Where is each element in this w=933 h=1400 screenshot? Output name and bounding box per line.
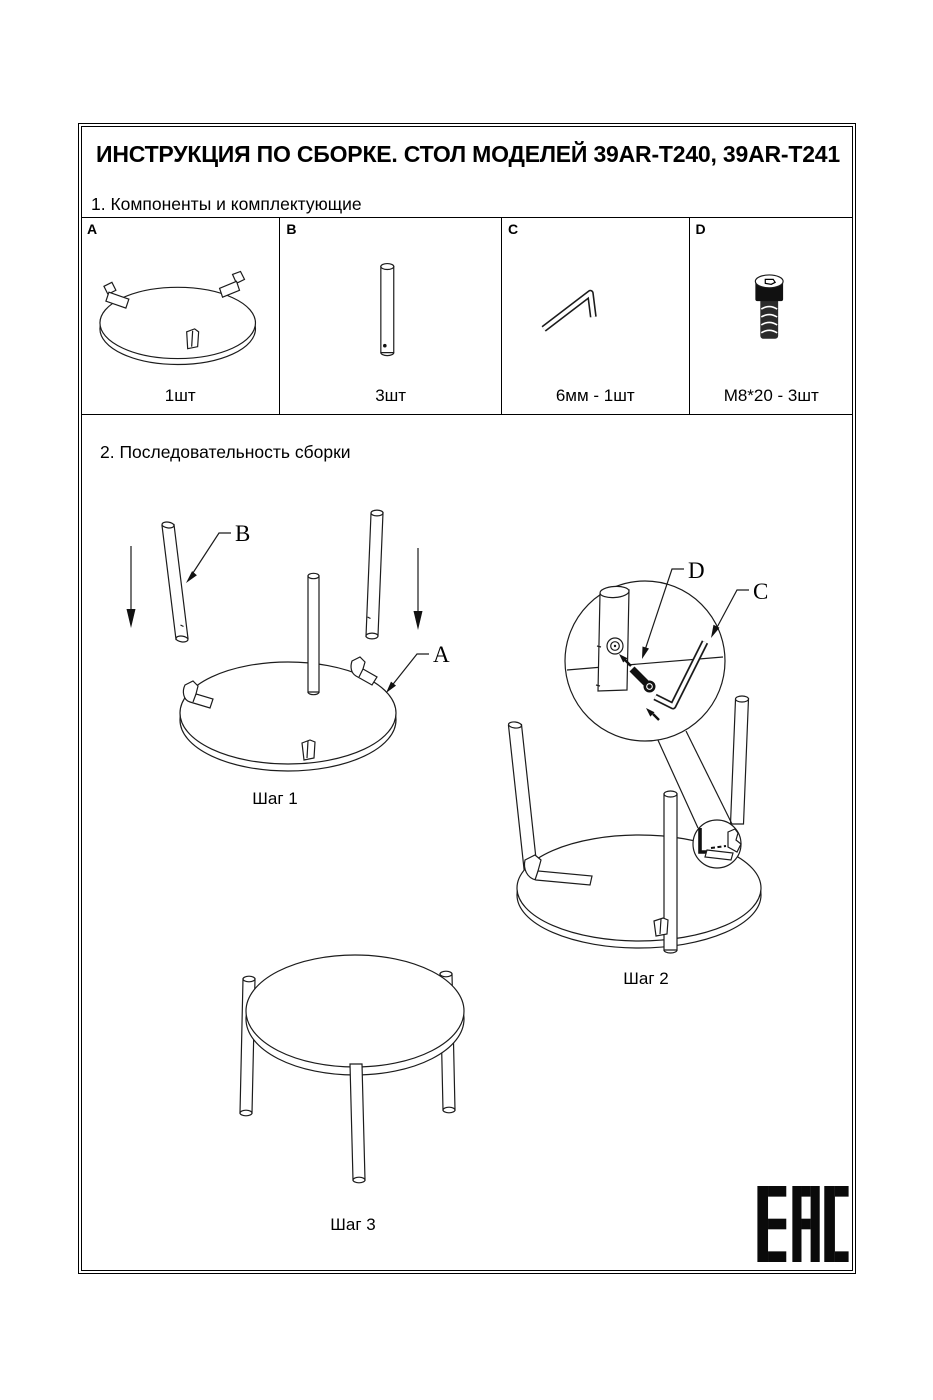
component-cell-d bbox=[689, 218, 853, 414]
component-cell-b bbox=[279, 218, 501, 414]
components-table bbox=[81, 217, 853, 415]
tabletop-icon bbox=[81, 218, 279, 414]
step1-callout-tabletop: A bbox=[433, 642, 450, 667]
component-b-qty: 3шт bbox=[375, 386, 407, 405]
section-assembly-heading: 2. Последовательность сборки bbox=[100, 442, 351, 462]
component-c-letter: C bbox=[507, 221, 519, 237]
page-title: ИНСТРУКЦИЯ ПО СБОРКЕ. СТОЛ МОДЕЛЕЙ 39AR-T240, 39AR-T241 bbox=[96, 141, 840, 167]
component-cell-a bbox=[81, 218, 279, 414]
step1-callout-leg: B bbox=[235, 521, 251, 546]
section-components-heading: 1. Компоненты и комплектующие bbox=[91, 194, 362, 214]
step2-diagram bbox=[489, 554, 819, 1006]
component-c-qty: 6мм - 1шт bbox=[555, 386, 635, 405]
step2-label: Шаг 2 bbox=[623, 969, 669, 988]
step1-diagram bbox=[109, 496, 509, 826]
bolt-icon bbox=[690, 218, 853, 414]
component-d-letter: D bbox=[695, 221, 706, 237]
component-b-letter: B bbox=[286, 221, 297, 237]
hex-key-icon bbox=[502, 218, 689, 414]
step3-diagram bbox=[179, 932, 519, 1244]
step1-label: Шаг 1 bbox=[252, 789, 298, 808]
table-leg-icon bbox=[280, 218, 501, 414]
component-a-qty: 1шт bbox=[164, 386, 196, 405]
step3-label: Шаг 3 bbox=[330, 1215, 376, 1234]
component-cell-c bbox=[501, 218, 689, 414]
page-frame bbox=[78, 123, 856, 1274]
step2-callout-key: C bbox=[753, 579, 769, 604]
component-a-letter: A bbox=[87, 221, 98, 237]
eac-mark-icon bbox=[757, 1186, 849, 1262]
component-d-qty: M8*20 - 3шт bbox=[723, 386, 819, 405]
step2-callout-bolt: D bbox=[688, 558, 705, 583]
